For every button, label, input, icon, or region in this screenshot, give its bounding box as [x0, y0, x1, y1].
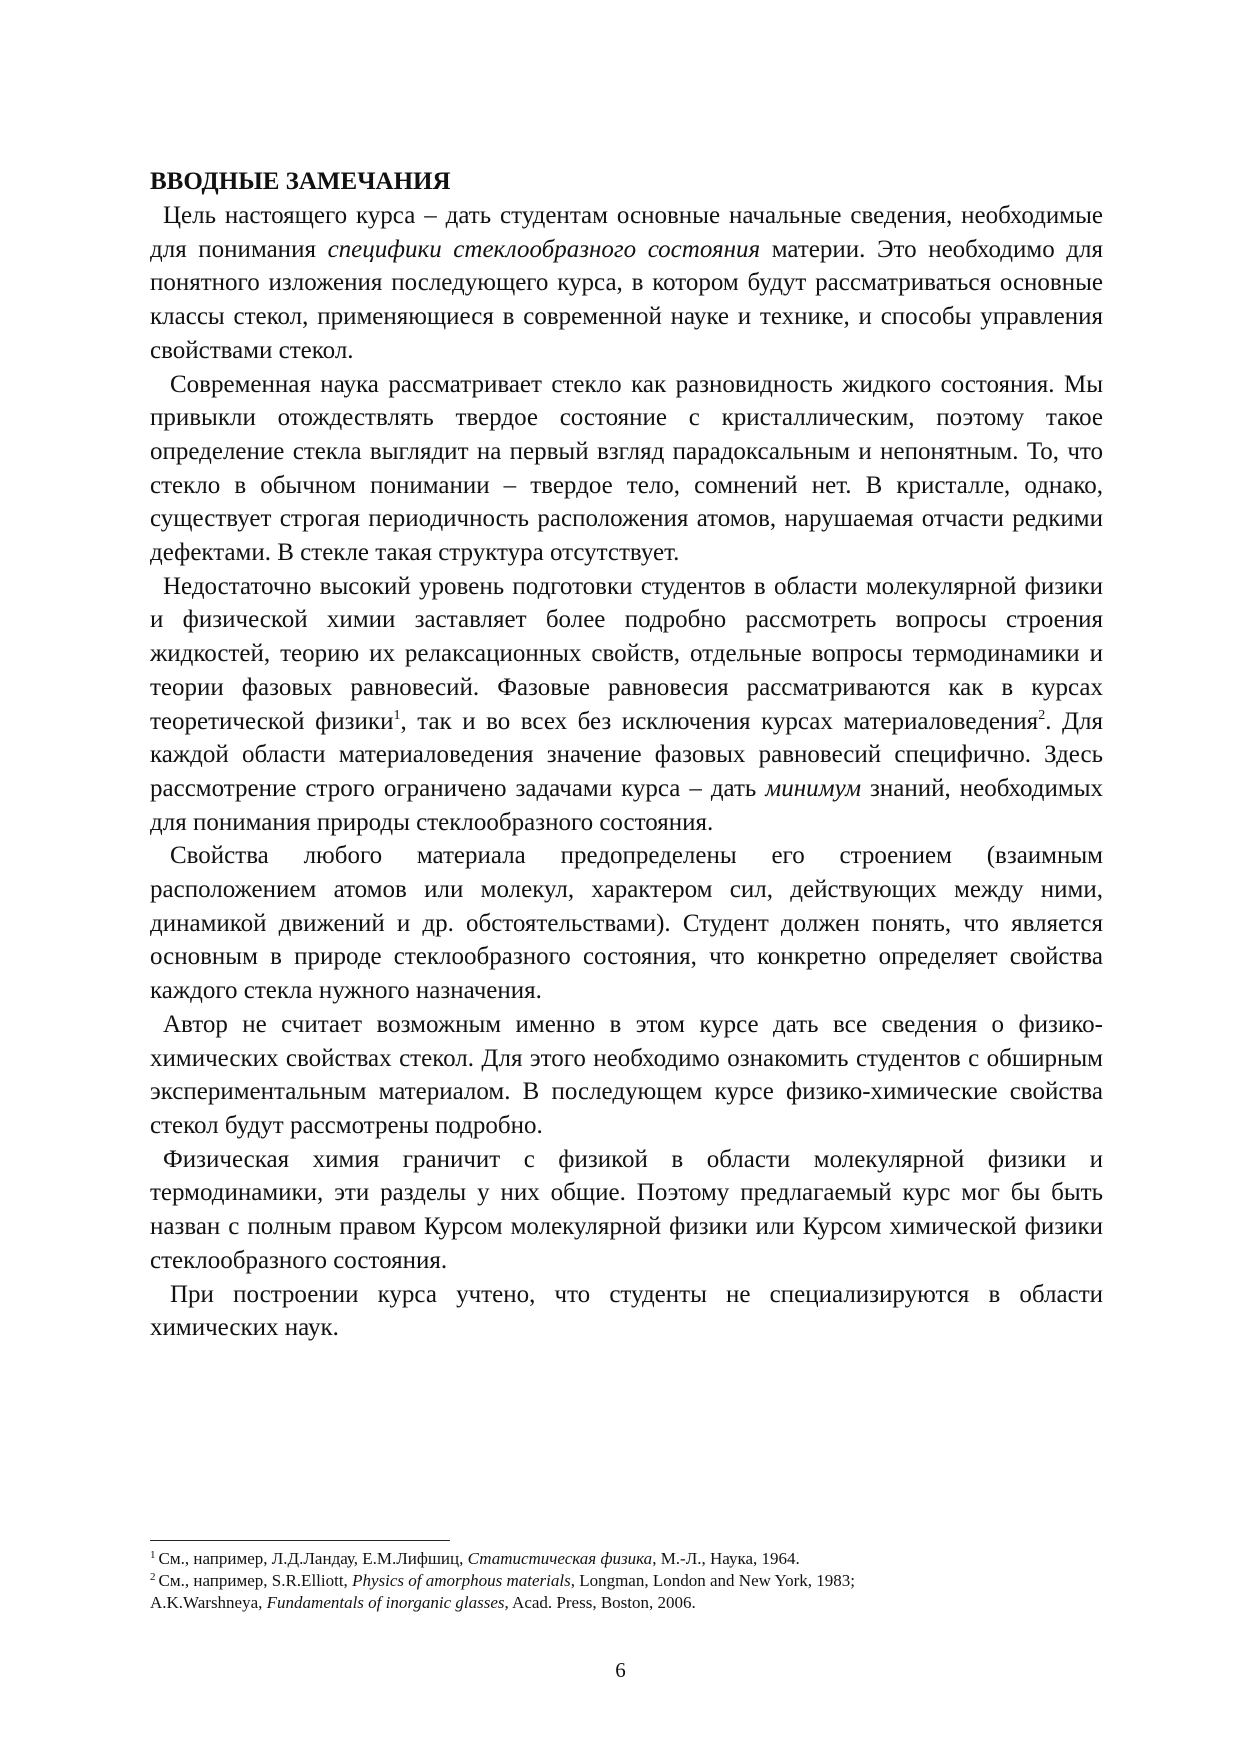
footnote-2-text-d: , Acad. Press, Boston, 2006. [504, 1593, 696, 1612]
paragraph-1 [150, 199, 1103, 368]
footnote-2-italic-b: Fundamentals of inorganic glasses [266, 1593, 505, 1612]
section-heading: ВВОДНЫЕ ЗАМЕЧАНИЯ [150, 168, 451, 195]
paragraph-2: Современная наука рассматривает стекло как разновидность жидкого состояния. Мы привыкли отождествлять твердое состояние с кристаллическим, поэтому такое определение стекла выглядит на первый взгляд парадоксальным и непонятным. То, что стекло в обычном понимании – твердое тело, сомнений нет. В кристалле, однако, существует строгая периодичность расположения атомов, нарушаемая отчасти редкими дефектами. В стекле такая структура отсутствует. [150, 370, 1103, 567]
paragraph-3-text-d: знаний, необходимых для понимания природы стеклообразного состояния. [150, 774, 1104, 836]
footnote-2-text-c: A.K.Warshneya, [150, 1593, 267, 1612]
paragraph-3-text-c: . Для каждой области материаловедения значение фазовых равновесий специфично. Здесь рассмотрение строго ограничено задачами курса – дать [150, 707, 1103, 802]
paragraph-3-italic: минимум [765, 774, 862, 802]
footnote-2 [150, 1570, 1103, 1592]
footnote-1-number: 1 [150, 1549, 156, 1561]
footnote-1-text-b: , М.-Л., Наука, 1964. [652, 1549, 800, 1568]
paragraph-6: Физическая химия граничит с физикой в области молекулярной физики и термодинамики, эти разделы у них общие. Поэтому предлагаемый курс мог бы быть назван с полным правом Курсом молекулярной физики или Курсом химической физики стеклообразного состояния. [150, 1145, 1103, 1274]
footnote-1 [150, 1548, 1103, 1570]
paragraph-3-text-b: , так и во всех без исключения курсах материаловедения [400, 707, 1039, 735]
footnote-1-italic: Статистическая физика [467, 1549, 653, 1568]
page-number: 6 [615, 1658, 626, 1682]
footnote-divider [150, 1540, 450, 1541]
paragraph-3-text-a: Недостаточно высокий уровень подготовки студентов в области молекулярной физики и физической химии заставляет более подробно рассмотреть вопросы строения жидкостей, теорию их релаксационных свойств, отдельные вопросы термодинамики и теории фазовых равновесий. Фазовые равновесия рассматриваются как в курсах теоретической физики [150, 572, 1103, 735]
footnote-2-continued [150, 1592, 1103, 1614]
footnote-2-italic-a: Physics of amorphous materials [352, 1571, 571, 1590]
paragraph-1-text-a: Цель настоящего курса – дать студентам основные начальные сведения, необходимые для понимания [150, 202, 1103, 263]
footnotes [150, 1548, 1103, 1614]
footnote-2-text-a: См., например, S.R.Elliott, [158, 1571, 353, 1590]
page-body [150, 165, 1103, 1345]
paragraph-4: Свойства любого материала предопределены его строением (взаимным расположением атомов или молекул, характером сил, действующих между ними, динамикой движений и др. обстоятельствами). Студент должен понять, что является основным в природе стеклообразного состояния, что конкретно определяет свойства каждого стекла нужного назначения. [150, 842, 1103, 1005]
footnote-2-number: 2 [150, 1571, 156, 1583]
paragraph-1-italic: специфики стеклообразного состояния [327, 235, 761, 263]
paragraph-3 [150, 570, 1103, 840]
paragraph-5: Автор не считает возможным именно в этом курсе дать все сведения о физико-химических свойствах стекол. Для этого необходимо ознакомить студентов с обширным экспериментальным материалом. В последующем курсе физико-химические свойства стекол будут рассмотрены подробно. [150, 1010, 1103, 1139]
footnote-1-text-a: См., например, Л.Д.Ландау, Е.М.Лифшиц, [158, 1549, 468, 1568]
footnote-2-text-b: , Longman, London and New York, 1983; [570, 1571, 855, 1590]
paragraph-7: При построении курса учтено, что студенты не специализируются в области химических наук. [150, 1280, 1103, 1342]
footnote-ref-1: 1 [393, 707, 401, 723]
footnote-ref-2: 2 [1038, 707, 1046, 723]
paragraph-1-text-b: материи. Это необходимо для понятного изложения последующего курса, в котором будут рассматриваться основные классы стекол, применяющиеся в современной науке и технике, и способы управления свойствами стекол. [150, 235, 1103, 364]
